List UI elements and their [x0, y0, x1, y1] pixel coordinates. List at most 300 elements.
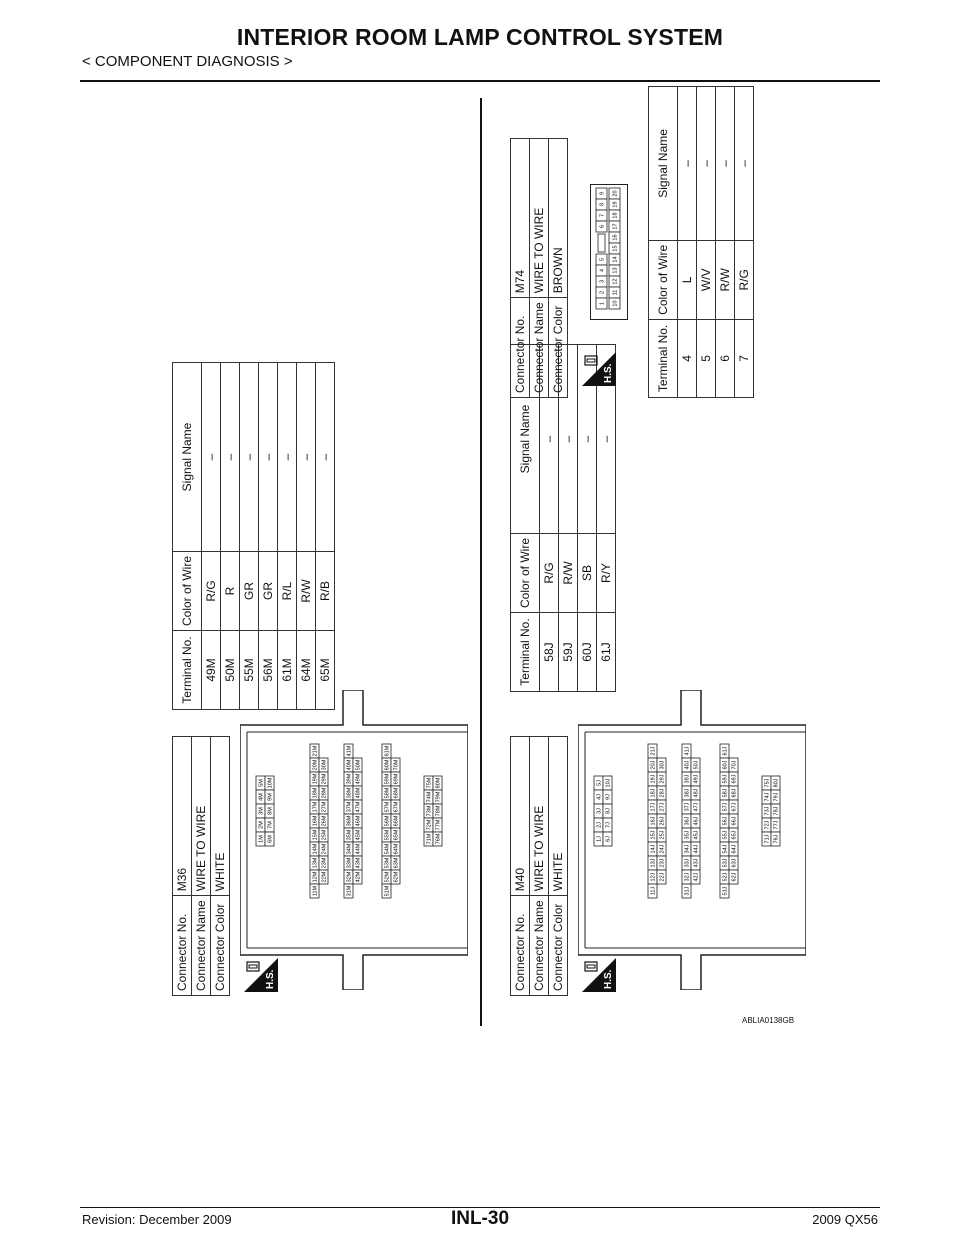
- table-row: [316, 362, 335, 709]
- pin-cell: [344, 870, 353, 884]
- pin-label: 76M: [435, 833, 442, 845]
- pin-cell: [771, 790, 780, 804]
- pin-label: 8J: [605, 808, 612, 814]
- pin-label: 66M: [393, 815, 400, 827]
- pin-cell: [424, 804, 433, 818]
- pin-cell: [433, 832, 442, 846]
- pin-label: 50M: [355, 759, 362, 771]
- pin-cell: [594, 818, 603, 832]
- pin-cell: [391, 828, 400, 842]
- pin-label: 48M: [355, 787, 362, 799]
- pin-label: 56M: [384, 815, 391, 827]
- terminal-no: 5: [697, 319, 716, 397]
- connector-info-value: M74: [511, 139, 530, 298]
- pin-label: 24J: [659, 844, 666, 854]
- pin-label: 57J: [722, 802, 729, 812]
- pin-label: 20M: [312, 759, 319, 771]
- pin-label: 17J: [650, 802, 657, 812]
- wire-color: R/W: [297, 551, 316, 630]
- terminal-no-header: Terminal No.: [511, 613, 540, 692]
- wire-color: GR: [240, 551, 259, 630]
- pin-cell: [682, 772, 691, 786]
- pin-label: 64M: [393, 843, 400, 855]
- wire-color: SB: [578, 533, 597, 612]
- wire-color: L: [678, 240, 697, 319]
- pin-cell: [729, 828, 738, 842]
- pin-cell: [594, 776, 603, 790]
- pin-cell: [771, 804, 780, 818]
- pin-cell: [720, 758, 729, 772]
- pin-label: 12: [612, 278, 619, 285]
- connector-info-key: Connector Name: [530, 298, 549, 398]
- pin-label: 20J: [650, 760, 657, 770]
- pin-cell: [310, 828, 319, 842]
- pin-label: 68M: [393, 787, 400, 799]
- wire-color: R/W: [559, 533, 578, 612]
- pin-cell: [319, 800, 328, 814]
- pin-cell: [682, 870, 691, 884]
- pin-label: 17M: [312, 801, 319, 813]
- pin-label: 11: [612, 289, 619, 296]
- pin-cell: [344, 842, 353, 856]
- signal-name: –: [597, 344, 616, 533]
- pin-label: 28J: [659, 788, 666, 798]
- pin-cell: [609, 298, 620, 309]
- page-number: INL-30: [450, 1208, 510, 1229]
- pin-label: 3: [599, 279, 606, 284]
- pin-label: 62M: [393, 871, 400, 883]
- pin-label: 22M: [321, 871, 328, 883]
- pin-label: 73J: [764, 806, 771, 816]
- pin-cell: [310, 842, 319, 856]
- pin-label: 43M: [355, 857, 362, 869]
- pin-label: 5J: [596, 780, 603, 786]
- pin-cell: [691, 870, 700, 884]
- pin-cell: [256, 776, 265, 790]
- pin-label: 41M: [346, 745, 353, 757]
- connector-info-key: Connector Color: [549, 298, 568, 398]
- terminal-no: 56M: [259, 631, 278, 710]
- pin-cell: [344, 828, 353, 842]
- pin-cell: [344, 814, 353, 828]
- table-row: [278, 362, 297, 709]
- connector-info-value: BROWN: [549, 139, 568, 298]
- pin-cell: [603, 818, 612, 832]
- pin-label: 71M: [426, 833, 433, 845]
- pin-cell: [344, 772, 353, 786]
- pin-label: 19M: [312, 773, 319, 785]
- pin-label: 68J: [731, 788, 738, 798]
- pin-cell: [657, 828, 666, 842]
- terminal-no: 65M: [316, 631, 335, 710]
- pin-cell: [720, 842, 729, 856]
- pin-label: 39J: [684, 774, 691, 784]
- pin-cell: [433, 818, 442, 832]
- pin-label: 65M: [393, 829, 400, 841]
- pin-label: 16J: [650, 816, 657, 826]
- pin-label: 33J: [684, 858, 691, 868]
- pin-label: 18J: [650, 788, 657, 798]
- pin-label: 61J: [722, 746, 729, 756]
- pin-label: 35M: [346, 829, 353, 841]
- pin-cell: [424, 832, 433, 846]
- pin-label: 72M: [426, 819, 433, 831]
- pin-label: 17: [612, 223, 619, 230]
- m36-terminal-table: [172, 362, 335, 710]
- vehicle-model: 2009 QX56: [812, 1212, 878, 1227]
- pin-cell: [771, 818, 780, 832]
- pin-cell: [729, 772, 738, 786]
- pin-label: 76J: [773, 834, 780, 844]
- pin-cell: [265, 818, 274, 832]
- pin-label: 78J: [773, 806, 780, 816]
- section-subtitle: < COMPONENT DIAGNOSIS >: [82, 53, 293, 70]
- pin-label: 23M: [321, 857, 328, 869]
- pin-label: 38J: [684, 788, 691, 798]
- terminal-no: 61M: [278, 631, 297, 710]
- m74-terminal-table: [648, 86, 754, 398]
- connector-info-row: [530, 139, 549, 398]
- pin-label: 30M: [321, 759, 328, 771]
- pin-cell: [391, 814, 400, 828]
- pin-cell: [729, 856, 738, 870]
- pin-label: 67J: [731, 802, 738, 812]
- pin-cell: [596, 221, 607, 232]
- pin-cell: [319, 786, 328, 800]
- pin-cell: [265, 776, 274, 790]
- pin-cell: [265, 790, 274, 804]
- pin-cell: [648, 828, 657, 842]
- pin-cell: [729, 800, 738, 814]
- pin-label: 39M: [346, 773, 353, 785]
- pin-label: 52J: [722, 872, 729, 882]
- m36-info-table: [172, 736, 230, 996]
- pin-cell: [682, 814, 691, 828]
- pin-label: 30J: [659, 760, 666, 770]
- pin-label: 26J: [659, 816, 666, 826]
- pin-cell: [310, 772, 319, 786]
- pin-cell: [691, 800, 700, 814]
- terminal-no: 4: [678, 319, 697, 397]
- pin-cell: [391, 758, 400, 772]
- m40-info-table: [510, 736, 568, 996]
- pin-label: 40J: [684, 760, 691, 770]
- pin-cell: [433, 804, 442, 818]
- signal-name-header: Signal Name: [649, 87, 678, 241]
- pin-cell: [310, 814, 319, 828]
- pin-cell: [720, 814, 729, 828]
- pin-cell: [682, 828, 691, 842]
- pin-label: 13: [612, 267, 619, 274]
- pin-label: 40M: [346, 759, 353, 771]
- hs-label: H.S.: [603, 969, 614, 989]
- hs-label: H.S.: [603, 363, 614, 383]
- pin-label: 59M: [384, 773, 391, 785]
- signal-name: –: [578, 344, 597, 533]
- pin-label: 48J: [693, 788, 700, 798]
- pin-cell: [682, 884, 691, 898]
- pin-label: 23J: [659, 858, 666, 868]
- pin-cell: [648, 870, 657, 884]
- table-row: [202, 362, 221, 709]
- pin-cell: [353, 758, 362, 772]
- pin-cell: [391, 772, 400, 786]
- pin-cell: [648, 814, 657, 828]
- pin-cell: [353, 800, 362, 814]
- pin-cell: [344, 744, 353, 758]
- pin-label: 31J: [684, 886, 691, 896]
- pin-cell: [344, 800, 353, 814]
- hs-label: H.S.: [265, 969, 276, 989]
- pin-cell: [657, 800, 666, 814]
- connector-info-row: [173, 737, 192, 996]
- pin-cell: [603, 776, 612, 790]
- pin-cell: [424, 776, 433, 790]
- pin-cell: [256, 818, 265, 832]
- pin-label: 20: [612, 190, 619, 197]
- pin-label: 9M: [267, 793, 274, 801]
- connector-info-value: WIRE TO WIRE: [192, 737, 211, 896]
- pin-cell: [382, 814, 391, 828]
- pin-cell: [391, 856, 400, 870]
- pin-cell: [382, 828, 391, 842]
- pin-cell: [720, 772, 729, 786]
- pin-label: 6: [599, 224, 606, 229]
- pin-label: 63M: [393, 857, 400, 869]
- pin-label: 53M: [384, 857, 391, 869]
- pin-cell: [609, 287, 620, 298]
- signal-name-header: Signal Name: [173, 362, 202, 551]
- wire-color: W/V: [697, 240, 716, 319]
- wire-color: R/Y: [597, 533, 616, 612]
- pin-label: 2: [599, 290, 606, 295]
- table-row: [221, 362, 240, 709]
- pin-cell: [657, 758, 666, 772]
- pin-label: 51M: [384, 885, 391, 897]
- pin-cell: [720, 828, 729, 842]
- pin-cell: [682, 786, 691, 800]
- header-rule: [80, 80, 880, 82]
- pin-cell: [691, 786, 700, 800]
- pin-label: 1J: [596, 836, 603, 842]
- pin-label: 2M: [258, 821, 265, 829]
- pin-label: 36M: [346, 815, 353, 827]
- page-title: INTERIOR ROOM LAMP CONTROL SYSTEM: [236, 24, 724, 50]
- pin-cell: [594, 804, 603, 818]
- terminal-no: 60J: [578, 613, 597, 692]
- pin-cell: [657, 856, 666, 870]
- pin-label: 8: [599, 202, 606, 207]
- table-row: [597, 344, 616, 691]
- pin-cell: [762, 790, 771, 804]
- pin-cell: [596, 199, 607, 210]
- pin-cell: [382, 842, 391, 856]
- pin-cell: [319, 814, 328, 828]
- pin-label: 6J: [605, 836, 612, 842]
- pin-label: 62J: [731, 872, 738, 882]
- pin-cell: [596, 287, 607, 298]
- signal-name: –: [716, 87, 735, 241]
- connector-info-value: WHITE: [549, 737, 568, 896]
- pin-cell: [382, 800, 391, 814]
- table-row: [240, 362, 259, 709]
- pin-cell: [609, 199, 620, 210]
- pin-cell: [720, 744, 729, 758]
- wire-color: R/L: [278, 551, 297, 630]
- connector-info-value: WHITE: [211, 737, 230, 896]
- pin-label: 46J: [693, 816, 700, 826]
- pin-cell: [691, 772, 700, 786]
- pin-cell: [648, 758, 657, 772]
- pin-cell: [256, 804, 265, 818]
- pin-cell: [344, 884, 353, 898]
- signal-name: –: [540, 344, 559, 533]
- pin-label: 21M: [312, 745, 319, 757]
- pin-label: 51J: [722, 886, 729, 896]
- pin-cell: [648, 884, 657, 898]
- pin-label: 58M: [384, 787, 391, 799]
- pin-label: 27M: [321, 801, 328, 813]
- pin-cell: [603, 804, 612, 818]
- pin-label: 18M: [312, 787, 319, 799]
- pin-label: 12J: [650, 872, 657, 882]
- pin-label: 6M: [267, 835, 274, 843]
- pin-label: 75M: [426, 777, 433, 789]
- wire-color-header: Color of Wire: [649, 240, 678, 319]
- terminal-no: 7: [735, 319, 754, 397]
- pin-cell: [648, 786, 657, 800]
- connector-info-value: WIRE TO WIRE: [530, 139, 549, 298]
- pin-cell: [391, 842, 400, 856]
- pin-cell: [596, 188, 607, 199]
- pin-cell: [609, 188, 620, 199]
- pin-label: 80M: [435, 777, 442, 789]
- signal-name: –: [259, 362, 278, 551]
- pin-label: 45J: [693, 830, 700, 840]
- pin-cell: [319, 828, 328, 842]
- pin-label: 16: [612, 234, 619, 241]
- pin-cell: [433, 776, 442, 790]
- pin-cell: [657, 842, 666, 856]
- table-row: [697, 87, 716, 398]
- pin-label: 29J: [659, 774, 666, 784]
- pin-label: 13J: [650, 858, 657, 868]
- signal-name: –: [559, 344, 578, 533]
- hs-icon: [582, 352, 616, 386]
- wire-color: R/G: [540, 533, 559, 612]
- pin-label: 7M: [267, 821, 274, 829]
- pin-label: 5M: [258, 779, 265, 787]
- pin-label: 4: [599, 268, 606, 273]
- connector-info-row: [211, 737, 230, 996]
- pin-label: 5: [599, 257, 606, 262]
- pin-label: 77J: [773, 820, 780, 830]
- pin-cell: [609, 254, 620, 265]
- pin-cell: [353, 786, 362, 800]
- connector-info-key: Connector No.: [511, 298, 530, 398]
- pin-cell: [762, 804, 771, 818]
- pin-cell: [319, 870, 328, 884]
- pin-cell: [594, 790, 603, 804]
- pin-cell: [382, 884, 391, 898]
- pin-cell: [310, 786, 319, 800]
- table-row: [297, 362, 316, 709]
- connector-info-key: Connector Name: [192, 896, 211, 996]
- pin-cell: [344, 758, 353, 772]
- pin-label: 58J: [722, 788, 729, 798]
- pin-cell: [762, 776, 771, 790]
- signal-name: –: [202, 362, 221, 551]
- pin-cell: [657, 814, 666, 828]
- pin-label: 70M: [393, 759, 400, 771]
- pin-label: 15M: [312, 829, 319, 841]
- pin-cell: [391, 870, 400, 884]
- pin-label: 25J: [659, 830, 666, 840]
- pin-cell: [609, 210, 620, 221]
- pin-label: 73M: [426, 805, 433, 817]
- table-row: [716, 87, 735, 398]
- pin-label: 49M: [355, 773, 362, 785]
- connector-info-key: Connector Color: [549, 896, 568, 996]
- table-row: [678, 87, 697, 398]
- pin-cell: [720, 786, 729, 800]
- pin-label: 78M: [435, 805, 442, 817]
- connector-info-key: Connector No.: [511, 896, 530, 996]
- pin-cell: [603, 790, 612, 804]
- pin-cell: [382, 786, 391, 800]
- connector-info-value: M40: [511, 737, 530, 896]
- pin-label: 18: [612, 212, 619, 219]
- pin-label: 43J: [693, 858, 700, 868]
- pin-label: 11M: [312, 885, 319, 897]
- pin-cell: [353, 870, 362, 884]
- pin-cell: [310, 884, 319, 898]
- pin-cell: [256, 790, 265, 804]
- pin-label: 32M: [346, 871, 353, 883]
- pin-label: 10M: [267, 777, 274, 789]
- pin-label: 38M: [346, 787, 353, 799]
- pin-label: 69J: [731, 774, 738, 784]
- pin-label: 16M: [312, 815, 319, 827]
- pin-cell: [720, 884, 729, 898]
- pin-label: 44J: [693, 844, 700, 854]
- pin-label: 74J: [764, 792, 771, 802]
- pin-cell: [344, 786, 353, 800]
- pin-cell: [594, 832, 603, 846]
- terminal-no: 6: [716, 319, 735, 397]
- pin-cell: [657, 786, 666, 800]
- pin-cell: [310, 870, 319, 884]
- pin-label: 42M: [355, 871, 362, 883]
- pin-cell: [720, 870, 729, 884]
- table-row: [735, 87, 754, 398]
- pin-cell: [609, 265, 620, 276]
- signal-name: –: [316, 362, 335, 551]
- connector-info-row: [530, 737, 549, 996]
- pin-cell: [319, 856, 328, 870]
- wire-color: R/W: [716, 240, 735, 319]
- signal-name: –: [697, 87, 716, 241]
- pin-cell: [648, 856, 657, 870]
- connector-info-key: Connector Name: [530, 896, 549, 996]
- pin-label: 74M: [426, 791, 433, 803]
- pin-label: 67M: [393, 801, 400, 813]
- connector-info-key: Connector Color: [211, 896, 230, 996]
- pin-label: 33M: [346, 857, 353, 869]
- pin-cell: [310, 856, 319, 870]
- pin-label: 8M: [267, 807, 274, 815]
- signal-name: –: [678, 87, 697, 241]
